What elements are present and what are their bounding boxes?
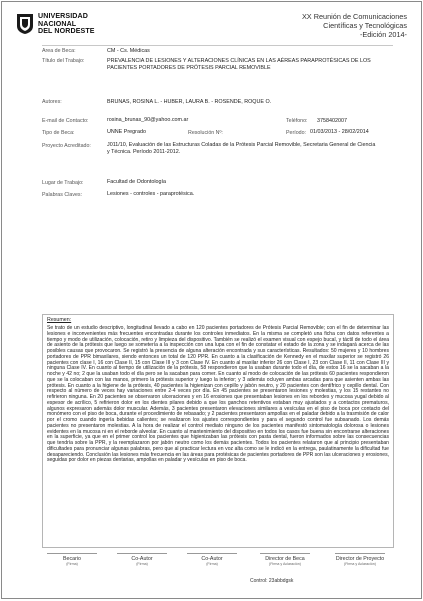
title-value: PREVALENCIA DE LESIONES Y ALTERACIONES CLÍNICAS EN LAS AÉREAS PARAPROTÉSICAS DE LOS PACIENTES PORTADORES DE PRÓTESIS PARCIAL REMOVIBLE — [107, 58, 371, 71]
university-shield-icon — [16, 13, 34, 35]
signature-sub: (Firma) — [66, 562, 78, 566]
document-page — [1, 1, 422, 599]
resumen-heading: Resumen: — [47, 317, 72, 323]
signature-line — [47, 553, 97, 554]
resumen-box — [42, 314, 394, 548]
email-label: E-mail de Contacto: — [42, 118, 89, 124]
control-label: Control: — [250, 578, 268, 584]
university-logo — [16, 13, 126, 47]
signature-role: Director de Proyecto — [335, 556, 385, 562]
keywords-label: Palabras Claves: — [42, 192, 83, 198]
signature-sub: (Firma) — [206, 562, 218, 566]
period-label: Período: — [286, 130, 307, 136]
signature-line — [117, 553, 167, 554]
title-label: Título del Trabajo: — [42, 58, 85, 64]
signature-coautor-1 — [112, 553, 172, 566]
conference-line-1: XX Reunión de Comunicaciones — [301, 12, 407, 21]
beca-label: Tipo de Beca: — [42, 130, 75, 136]
project-label: Proyecto Acreditado: — [42, 143, 91, 149]
signature-role: Co-Autor — [131, 556, 153, 562]
keywords-value: Lesiones - controles - paraprotésica. — [107, 191, 195, 197]
area-value: CM - Cs. Médicas — [107, 48, 150, 54]
signature-sub: (Firma y Aclaración) — [269, 562, 301, 566]
resumen-text: Se trato de un estudio descriptivo, longitudinal llevado a cabo en 120 pacientes portadores de Prótesis Parcial Removible; con el fin de determinar las lesiones e inconvenientes más frecuentes encontradas durante los controles inmediatos. En la misma se completó una ficha con datos referentes a tiempo y modo de utilización, colocación, retiro y limpieza del dispositivo. También se realizó el examen visual con espejo bucal, y táctil de todo el área de asiento de la prótesis que luego se sometería a la inspección con una lupa con el fin de constatar el estado de la zona y se indagará acerca de las posibles causas que provocaron. Se registró la presencia de alguna alteración encontrada y sus características. Resultados: 50 mujeres y 10 hombres portadores de PPR bimaxilares, siendo entonces un total de 120 PPR. En cuanto a la clasificación de Kennedy en el maxilar superior se registró 26 pacientes con clase I, 16 con Clase II, 15 con Clase III y 3 con Clase IV. En cuanto al maxilar inferior 26 con Clase I, 23 con Clase II, 11 con Clase III y ninguna Clase IV. En cuanto al tiempo de utilización de la prótesis, 58 respondieron que la usaban durante todo el día, de estos 16 se la sacaban a la noche y 42 no; 2 que la usaban todo el día pero se la sacaban para comer. En cuanto al modo de colocación de las prótesis 60 pacientes respondieron que se la colocaban con las manos, primero la prótesis superior y luego la inferior; y 3 además ocluyen ambas arcadas para que asienten ambas las prótesis. En cuanto a la higiene de la prótesis, 40 pacientes la higienizan con cepillo y jabón neutro, y 20 pacientes con dentífrico y cepillo dental. Con respecto al número de veces hay variaciones entre 2-4 veces por día. En 45 pacientes se presentaron lesiones y molestias, y los 15 restantes no refirieron ninguna. En 20 pacientes se observaron ulceraciones y en 16 erosiones que presentaban lesiones en los rebordes y mucosa yugal debido al espesor de acrílico, 5 refirieron dolor en los dientes pilares debido a que los ganchos retentivos estaban muy ajustados y a contactos prematuros, algunos expresaron además dolor muscular. Además, 3 pacientes presentaron elevaciones similares a vesículas en el piso de boca por contacto del monómero con el piso de boca, durante el procedimiento de rebasado; y 2 pacientes presentaron ampollas en el paladar debido a la trasmisión de calor por el cromo cuando ingería bebidas calientes; se realizaron los ajustes correspondientes y para el segundo control fue subsanado. Los demás pacientes no presentaron molestias. A la hora de realizar el control mediato ninguno de los pacientes manifestó sintomatología dolorosa o lesiones evidentes en la mucosa ni en el reborde alveolar. En cuanto al mantenimiento del dispositivo en todos los casos fue buena sin encontrarse alteraciones en la superficie, ya que en el primer control los pacientes que higienizaban las prótesis con pasta dental, fueron informados sobre las consecuencias que tendría sobre la PPR, y la reemplazaron por jabón neutro como los demás pacientes. Todos los pacientes relataron que al principio presentaban dificultades para pronunciar algunas palabras, pero que al practicar lectura en voz alta como se le indicó en la entrega, paulatinamente la dificultad fue desapareciendo. Conclusión las lesiones más frecuencia en las áreas para protésicas de pacientes portadores de PPR son las ulceraciones y erosiones, seguidas por dolor en piezas dentarias, ampollas en paladar y vesículas en piso de boca. — [47, 325, 389, 464]
university-line-3: DEL NORDESTE — [38, 27, 95, 36]
control-value: 23abbdgsk — [268, 578, 294, 584]
conference-line-3: -Edición 2014- — [359, 29, 407, 39]
place-value: Facultad de Odontología — [107, 179, 167, 185]
signature-role: Becario — [63, 556, 81, 562]
signature-sub: (Firma y Aclaración) — [344, 562, 376, 566]
university-line-2: NACIONAL — [38, 19, 77, 28]
signature-role: Co-Autor — [201, 556, 223, 562]
conference-title — [302, 13, 407, 39]
resolution-label: Resolución Nº: — [188, 130, 223, 136]
control-code — [250, 578, 293, 584]
period-value: 01/03/2013 - 28/02/2014 — [310, 129, 369, 135]
signature-line — [260, 553, 310, 554]
conference-line-2: Científicas y Tecnológicas — [323, 20, 407, 30]
phone-value: 3758402007 — [317, 118, 347, 124]
signature-becario — [42, 553, 102, 566]
signature-director-beca — [252, 553, 318, 566]
place-label: Lugar de Trabajo: — [42, 180, 84, 186]
authors-label: Autores: — [42, 99, 62, 105]
university-name — [38, 13, 95, 36]
authors-value: BRUNAS, ROSINA L. - HUBER, LAURA B. - ROSENDE, ROQUE O. — [107, 99, 272, 105]
beca-value: UNNE Pregrado — [107, 129, 146, 135]
signature-coautor-2 — [182, 553, 242, 566]
university-line-1: UNIVERSIDAD — [38, 12, 88, 20]
signature-director-proyecto — [325, 553, 395, 566]
signature-line — [335, 553, 385, 554]
signature-line — [187, 553, 237, 554]
signature-sub: (Firma) — [136, 562, 148, 566]
project-value: J011/10, Evaluación de las Estructuras Coladas de la Prótesis Parcial Removible, Secretaria General de Ciencia y Técnica. Período 2011-2012. — [107, 142, 376, 155]
signature-role: Director de Beca — [265, 556, 305, 562]
phone-label: Teléfono: — [286, 118, 308, 124]
area-label: Area de Beca: — [42, 48, 76, 54]
email-value: rosina_brunas_90@yahoo.com.ar — [107, 117, 189, 123]
header-divider — [42, 45, 393, 46]
